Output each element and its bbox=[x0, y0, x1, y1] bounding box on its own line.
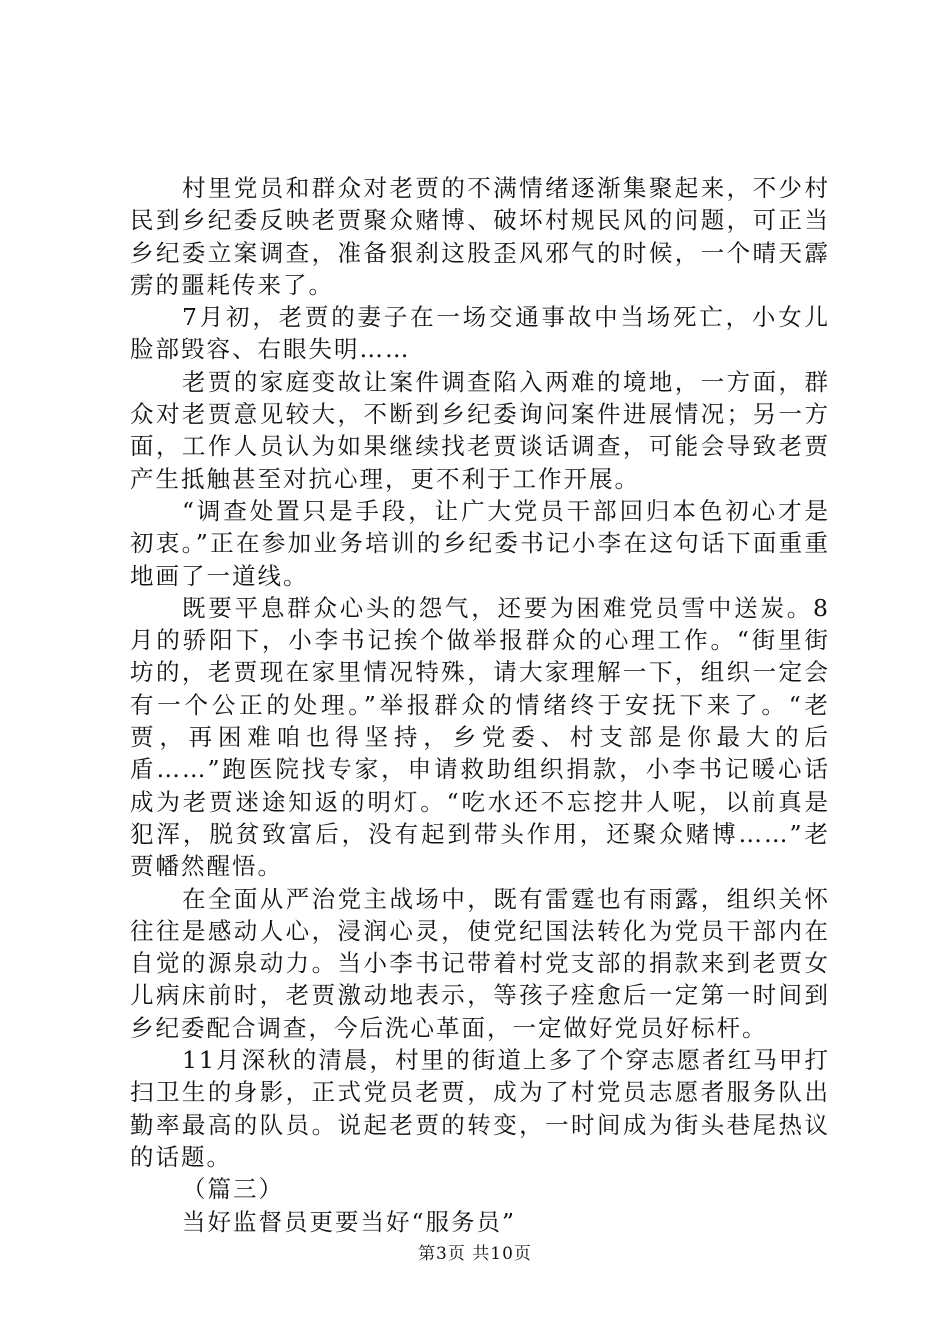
paragraph: 11月深秋的清晨，村里的街道上多了个穿志愿者红马甲打扫卫生的身影，正式党员老贾，成为了村党员志愿者服务队出勤率最高的队员。说起老贾的转变，一时间成为街头巷尾热议的话题。 bbox=[130, 1046, 830, 1171]
paragraph: 老贾的家庭变故让案件调查陷入两难的境地，一方面，群众对老贾意见较大，不断到乡纪委询问案件进展情况；另一方面，工作人员认为如果继续找老贾谈话调查，可能会导致老贾产生抵触甚至对抗心理，更不利于工作开展。 bbox=[130, 367, 830, 493]
paragraph: 村里党员和群众对老贾的不满情绪逐渐集聚起来，不少村民到乡纪委反映老贾聚众赌博、破坏村规民风的问题，可正当乡纪委立案调查，准备狠刹这股歪风邪气的时候，一个晴天霹雳的噩耗传来了。 bbox=[130, 174, 830, 299]
page-number-footer: 第3页 共10页 bbox=[418, 1244, 532, 1264]
paragraph: 7月初，老贾的妻子在一场交通事故中当场死亡，小女儿脸部毁容、右眼失明…… bbox=[130, 303, 830, 364]
paragraph: 在全面从严治党主战场中，既有雷霆也有雨露，组织关怀往往是感动人心，浸润心灵，使党纪国法转化为党员干部内在自觉的源泉动力。当小李书记带着村党支部的捐款来到老贾女儿病床前时，老贾激动地表示，等孩子痊愈后一定第一时间到乡纪委配合调查，今后洗心革面，一定做好党员好标杆。 bbox=[130, 884, 830, 1042]
section-title: 当好监督员更要当好“服务员” bbox=[182, 1207, 517, 1236]
document-body bbox=[130, 172, 830, 1238]
paragraph: 既要平息群众心头的怨气，还要为困难党员雪中送炭。8月的骄阳下，小李书记挨个做举报群众的心理工作。“街里街坊的，老贾现在家里情况特殊，请大家理解一下，组织一定会有一个公正的处理。”举报群众的情绪终于安抚下来了。“老贾，再困难咱也得坚持，乡党委、村支部是你最大的后盾……”跑医院找专家，申请救助组织捐款，小李书记暖心话成为老贾迷途知返的明灯。“吃水还不忘挖井人呢，以前真是犯浑，脱贫致富后，没有起到带头作用，还聚众赌博……”老贾幡然醒悟。 bbox=[130, 593, 830, 881]
section-label: （篇三） bbox=[182, 1175, 284, 1204]
paragraph: “调查处置只是手段，让广大党员干部回归本色初心才是初衷。”正在参加业务培训的乡纪委书记小李在这句话下面重重地画了一道线。 bbox=[130, 496, 830, 590]
